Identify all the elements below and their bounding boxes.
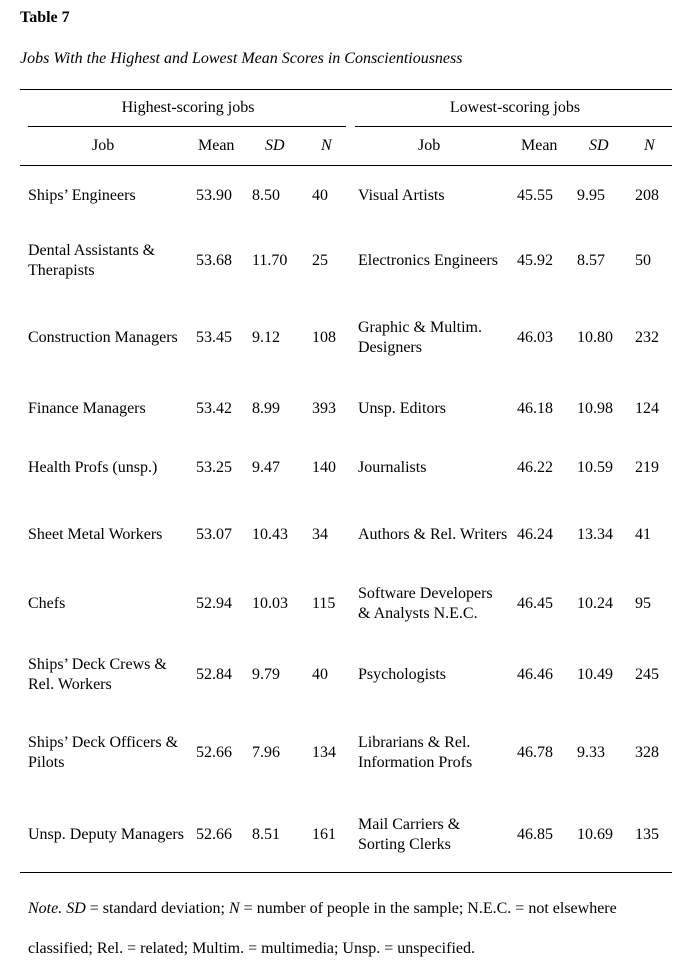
mean-cell: 46.22 bbox=[517, 459, 553, 476]
mean-cell: 52.66 bbox=[196, 744, 232, 761]
n-cell: 40 bbox=[312, 187, 328, 204]
job-cell: Chefs bbox=[28, 595, 66, 612]
job-cell: Graphic & Multim. Designers bbox=[358, 319, 482, 356]
n-cell: 25 bbox=[312, 252, 328, 269]
mean-cell: 53.07 bbox=[196, 526, 232, 543]
sd-cell: 8.57 bbox=[577, 252, 605, 269]
n-cell: 50 bbox=[635, 252, 651, 269]
table-row bbox=[0, 584, 690, 624]
mean-cell: 46.85 bbox=[517, 826, 553, 843]
mean-cell: 53.45 bbox=[196, 329, 232, 346]
note-sd-abbr: SD bbox=[66, 900, 86, 917]
bottom-rule bbox=[20, 872, 672, 873]
n-cell: 140 bbox=[312, 459, 336, 476]
job-cell: Librarians & Rel. Information Profs bbox=[358, 734, 473, 771]
sd-cell: 8.99 bbox=[252, 400, 280, 417]
group-header-lowest: Lowest-scoring jobs bbox=[449, 99, 581, 116]
n-cell: 41 bbox=[635, 526, 651, 543]
job-cell: Ships’ Deck Crews & Rel. Workers bbox=[28, 656, 167, 693]
n-cell: 34 bbox=[312, 526, 328, 543]
job-cell: Finance Managers bbox=[28, 400, 146, 417]
sd-cell: 7.96 bbox=[252, 744, 280, 761]
col-header-job-high: Job bbox=[92, 137, 115, 154]
table-row bbox=[0, 815, 690, 855]
job-cell: Construction Managers bbox=[28, 329, 178, 346]
mean-cell: 46.24 bbox=[517, 526, 553, 543]
table-row bbox=[0, 176, 690, 216]
sd-cell: 10.24 bbox=[577, 595, 613, 612]
table-row bbox=[0, 448, 690, 488]
n-cell: 161 bbox=[312, 826, 336, 843]
job-cell: Journalists bbox=[358, 459, 427, 476]
table-number: Table 7 bbox=[20, 9, 70, 26]
mean-cell: 45.92 bbox=[517, 252, 553, 269]
mean-cell: 53.68 bbox=[196, 252, 232, 269]
n-cell: 108 bbox=[312, 329, 336, 346]
sd-cell: 11.70 bbox=[252, 252, 288, 269]
col-header-mean-low: Mean bbox=[521, 137, 558, 154]
mean-cell: 45.55 bbox=[517, 187, 553, 204]
job-cell: Ships’ Engineers bbox=[28, 187, 136, 204]
sd-cell: 10.59 bbox=[577, 459, 613, 476]
job-cell: Unsp. Editors bbox=[358, 400, 446, 417]
col-header-mean-high: Mean bbox=[198, 137, 235, 154]
sd-cell: 9.12 bbox=[252, 329, 280, 346]
job-cell: Software Developers & Analysts N.E.C. bbox=[358, 585, 493, 622]
mean-cell: 53.42 bbox=[196, 400, 232, 417]
job-cell: Electronics Engineers bbox=[358, 252, 498, 269]
n-cell: 219 bbox=[635, 459, 659, 476]
table-row bbox=[0, 389, 690, 429]
table-row bbox=[0, 515, 690, 555]
sd-cell: 10.98 bbox=[577, 400, 613, 417]
n-cell: 40 bbox=[312, 666, 328, 683]
job-cell: Psychologists bbox=[358, 666, 447, 683]
n-cell: 208 bbox=[635, 187, 659, 204]
n-cell: 95 bbox=[635, 595, 651, 612]
group-rule-highest bbox=[28, 126, 346, 127]
n-cell: 393 bbox=[312, 400, 336, 417]
n-cell: 328 bbox=[635, 744, 659, 761]
sd-cell: 10.80 bbox=[577, 329, 613, 346]
mean-cell: 46.18 bbox=[517, 400, 553, 417]
group-header-highest: Highest-scoring jobs bbox=[121, 99, 255, 116]
sd-cell: 9.33 bbox=[577, 744, 605, 761]
group-rule-lowest bbox=[355, 126, 672, 127]
sd-cell: 10.03 bbox=[252, 595, 288, 612]
job-cell: Dental Assistants & Therapists bbox=[28, 242, 156, 279]
table-row bbox=[0, 733, 690, 773]
mean-cell: 52.94 bbox=[196, 595, 232, 612]
sd-cell: 10.49 bbox=[577, 666, 613, 683]
job-cell: Mail Carriers & Sorting Clerks bbox=[358, 816, 461, 853]
table-row bbox=[0, 318, 690, 358]
sd-cell: 13.34 bbox=[577, 526, 613, 543]
n-cell: 135 bbox=[635, 826, 659, 843]
sd-cell: 10.69 bbox=[577, 826, 613, 843]
n-cell: 115 bbox=[312, 595, 336, 612]
note-rest: = number of people in the sample; N.E.C. = not elsewhere classified; Rel. = related; Multim. = multimedia; Unsp. = unspecified. bbox=[28, 900, 617, 957]
note-sd-def: = standard deviation; bbox=[85, 900, 229, 917]
col-header-n-high: N bbox=[321, 137, 332, 154]
sd-cell: 9.95 bbox=[577, 187, 605, 204]
n-cell: 124 bbox=[635, 400, 659, 417]
sd-cell: 8.51 bbox=[252, 826, 280, 843]
table-note bbox=[28, 889, 678, 969]
note-label: Note. bbox=[28, 900, 63, 917]
job-cell: Authors & Rel. Writers bbox=[358, 526, 508, 543]
mean-cell: 46.46 bbox=[517, 666, 553, 683]
n-cell: 134 bbox=[312, 744, 336, 761]
n-cell: 232 bbox=[635, 329, 659, 346]
job-cell: Ships’ Deck Officers & Pilots bbox=[28, 734, 179, 771]
table-title: Jobs With the Highest and Lowest Mean Scores in Conscientiousness bbox=[20, 50, 463, 67]
n-cell: 245 bbox=[635, 666, 659, 683]
job-cell: Visual Artists bbox=[358, 187, 445, 204]
col-header-job-low: Job bbox=[418, 137, 441, 154]
header-rule bbox=[20, 165, 672, 166]
mean-cell: 46.45 bbox=[517, 595, 553, 612]
table-row bbox=[0, 241, 690, 281]
sd-cell: 9.47 bbox=[252, 459, 280, 476]
mean-cell: 52.66 bbox=[196, 826, 232, 843]
mean-cell: 46.78 bbox=[517, 744, 553, 761]
sd-cell: 9.79 bbox=[252, 666, 280, 683]
job-cell: Health Profs (unsp.) bbox=[28, 459, 158, 476]
col-header-sd-high: SD bbox=[265, 137, 285, 154]
col-header-sd-low: SD bbox=[589, 137, 609, 154]
job-cell: Sheet Metal Workers bbox=[28, 526, 163, 543]
mean-cell: 53.25 bbox=[196, 459, 232, 476]
mean-cell: 46.03 bbox=[517, 329, 553, 346]
sd-cell: 8.50 bbox=[252, 187, 280, 204]
table-row bbox=[0, 655, 690, 695]
col-header-n-low: N bbox=[644, 137, 655, 154]
mean-cell: 53.90 bbox=[196, 187, 232, 204]
note-n-abbr: N bbox=[229, 900, 240, 917]
mean-cell: 52.84 bbox=[196, 666, 232, 683]
job-cell: Unsp. Deputy Managers bbox=[28, 826, 184, 843]
top-rule bbox=[20, 89, 672, 90]
sd-cell: 10.43 bbox=[252, 526, 288, 543]
